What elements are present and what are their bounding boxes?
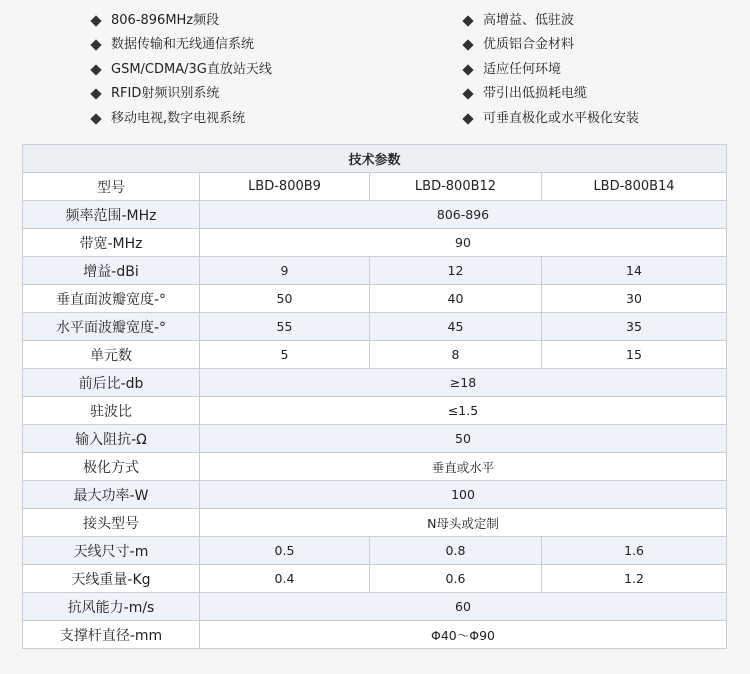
param-value: N母头或定制 bbox=[200, 509, 727, 537]
param-label: 最大功率-W bbox=[23, 481, 200, 509]
param-value: 5 bbox=[200, 341, 370, 369]
param-value: 0.5 bbox=[200, 537, 370, 565]
table-row bbox=[23, 537, 727, 565]
feature-item bbox=[464, 37, 574, 53]
feature-item bbox=[464, 62, 561, 78]
table-row bbox=[23, 201, 727, 229]
param-label: 支撑杆直径-mm bbox=[23, 621, 200, 649]
table-row bbox=[23, 453, 727, 481]
feature-text: GSM/CDMA/3G直放站天线 bbox=[111, 62, 272, 77]
param-value: 40 bbox=[370, 285, 542, 313]
table-row bbox=[23, 285, 727, 313]
param-value: 55 bbox=[200, 313, 370, 341]
table-row bbox=[23, 565, 727, 593]
table-row bbox=[23, 425, 727, 453]
param-value: 30 bbox=[542, 285, 727, 313]
param-label: 接头型号 bbox=[23, 509, 200, 537]
spec-table bbox=[22, 144, 727, 649]
param-value: 100 bbox=[200, 481, 727, 509]
param-label: 天线重量-Kg bbox=[23, 565, 200, 593]
param-value: 0.6 bbox=[370, 565, 542, 593]
feature-text: 优质铝合金材料 bbox=[483, 37, 575, 52]
param-value: ≤1.5 bbox=[200, 397, 727, 425]
param-value: 1.2 bbox=[542, 565, 727, 593]
table-row bbox=[23, 341, 727, 369]
table-title-row bbox=[23, 145, 727, 173]
param-label: 极化方式 bbox=[23, 453, 200, 481]
diamond-bullet-icon bbox=[462, 15, 473, 26]
param-value: 垂直或水平 bbox=[200, 453, 727, 481]
table-row bbox=[23, 369, 727, 397]
param-value: 60 bbox=[200, 593, 727, 621]
feature-list bbox=[0, 0, 750, 140]
feature-item bbox=[92, 86, 219, 102]
param-label: 天线尺寸-m bbox=[23, 537, 200, 565]
table-row bbox=[23, 481, 727, 509]
table-row bbox=[23, 509, 727, 537]
model-name: LBD-800B9 bbox=[200, 173, 370, 201]
param-value: 14 bbox=[542, 257, 727, 285]
param-value: 9 bbox=[200, 257, 370, 285]
table-row bbox=[23, 229, 727, 257]
feature-text: 适应任何环境 bbox=[483, 62, 562, 77]
feature-text: 可垂直极化或水平极化安装 bbox=[483, 111, 640, 126]
feature-text: RFID射频识别系统 bbox=[111, 86, 220, 101]
param-value: 35 bbox=[542, 313, 727, 341]
param-value: 0.4 bbox=[200, 565, 370, 593]
diamond-bullet-icon bbox=[462, 64, 473, 75]
table-title: 技术参数 bbox=[23, 145, 727, 173]
model-label: 型号 bbox=[23, 173, 200, 201]
param-value: 45 bbox=[370, 313, 542, 341]
param-label: 单元数 bbox=[23, 341, 200, 369]
diamond-bullet-icon bbox=[90, 64, 101, 75]
param-value: 806-896 bbox=[200, 201, 727, 229]
feature-item bbox=[92, 13, 219, 29]
param-label: 增益-dBi bbox=[23, 257, 200, 285]
param-value: Φ40～Φ90 bbox=[200, 621, 727, 649]
diamond-bullet-icon bbox=[90, 15, 101, 26]
param-value: 15 bbox=[542, 341, 727, 369]
feature-item bbox=[92, 37, 254, 53]
param-label: 抗风能力-m/s bbox=[23, 593, 200, 621]
feature-item bbox=[92, 62, 272, 78]
param-value: 50 bbox=[200, 285, 370, 313]
param-label: 驻波比 bbox=[23, 397, 200, 425]
feature-text: 806-896MHz频段 bbox=[111, 13, 220, 28]
feature-item bbox=[464, 111, 639, 127]
feature-text: 数据传输和无线通信系统 bbox=[111, 37, 255, 52]
feature-text: 带引出低损耗电缆 bbox=[483, 86, 588, 101]
param-label: 垂直面波瓣宽度-° bbox=[23, 285, 200, 313]
param-value: 8 bbox=[370, 341, 542, 369]
feature-item bbox=[464, 13, 574, 29]
diamond-bullet-icon bbox=[90, 88, 101, 99]
feature-text: 移动电视,数字电视系统 bbox=[111, 111, 246, 126]
param-value: 12 bbox=[370, 257, 542, 285]
diamond-bullet-icon bbox=[462, 39, 473, 50]
table-row bbox=[23, 621, 727, 649]
param-label: 水平面波瓣宽度-° bbox=[23, 313, 200, 341]
feature-text: 高增益、低驻波 bbox=[483, 13, 575, 28]
param-value: 50 bbox=[200, 425, 727, 453]
param-label: 输入阻抗-Ω bbox=[23, 425, 200, 453]
model-name: LBD-800B14 bbox=[542, 173, 727, 201]
feature-item bbox=[464, 86, 587, 102]
param-value: 90 bbox=[200, 229, 727, 257]
param-label: 前后比-db bbox=[23, 369, 200, 397]
model-name: LBD-800B12 bbox=[370, 173, 542, 201]
table-row bbox=[23, 313, 727, 341]
diamond-bullet-icon bbox=[462, 88, 473, 99]
feature-item bbox=[92, 111, 245, 127]
table-row bbox=[23, 397, 727, 425]
param-label: 频率范围-MHz bbox=[23, 201, 200, 229]
spec-table-body bbox=[23, 145, 727, 649]
model-row bbox=[23, 173, 727, 201]
param-label: 带宽-MHz bbox=[23, 229, 200, 257]
diamond-bullet-icon bbox=[90, 39, 101, 50]
param-value: 0.8 bbox=[370, 537, 542, 565]
table-row bbox=[23, 257, 727, 285]
diamond-bullet-icon bbox=[462, 113, 473, 124]
param-value: ≥18 bbox=[200, 369, 727, 397]
table-row bbox=[23, 593, 727, 621]
diamond-bullet-icon bbox=[90, 113, 101, 124]
param-value: 1.6 bbox=[542, 537, 727, 565]
